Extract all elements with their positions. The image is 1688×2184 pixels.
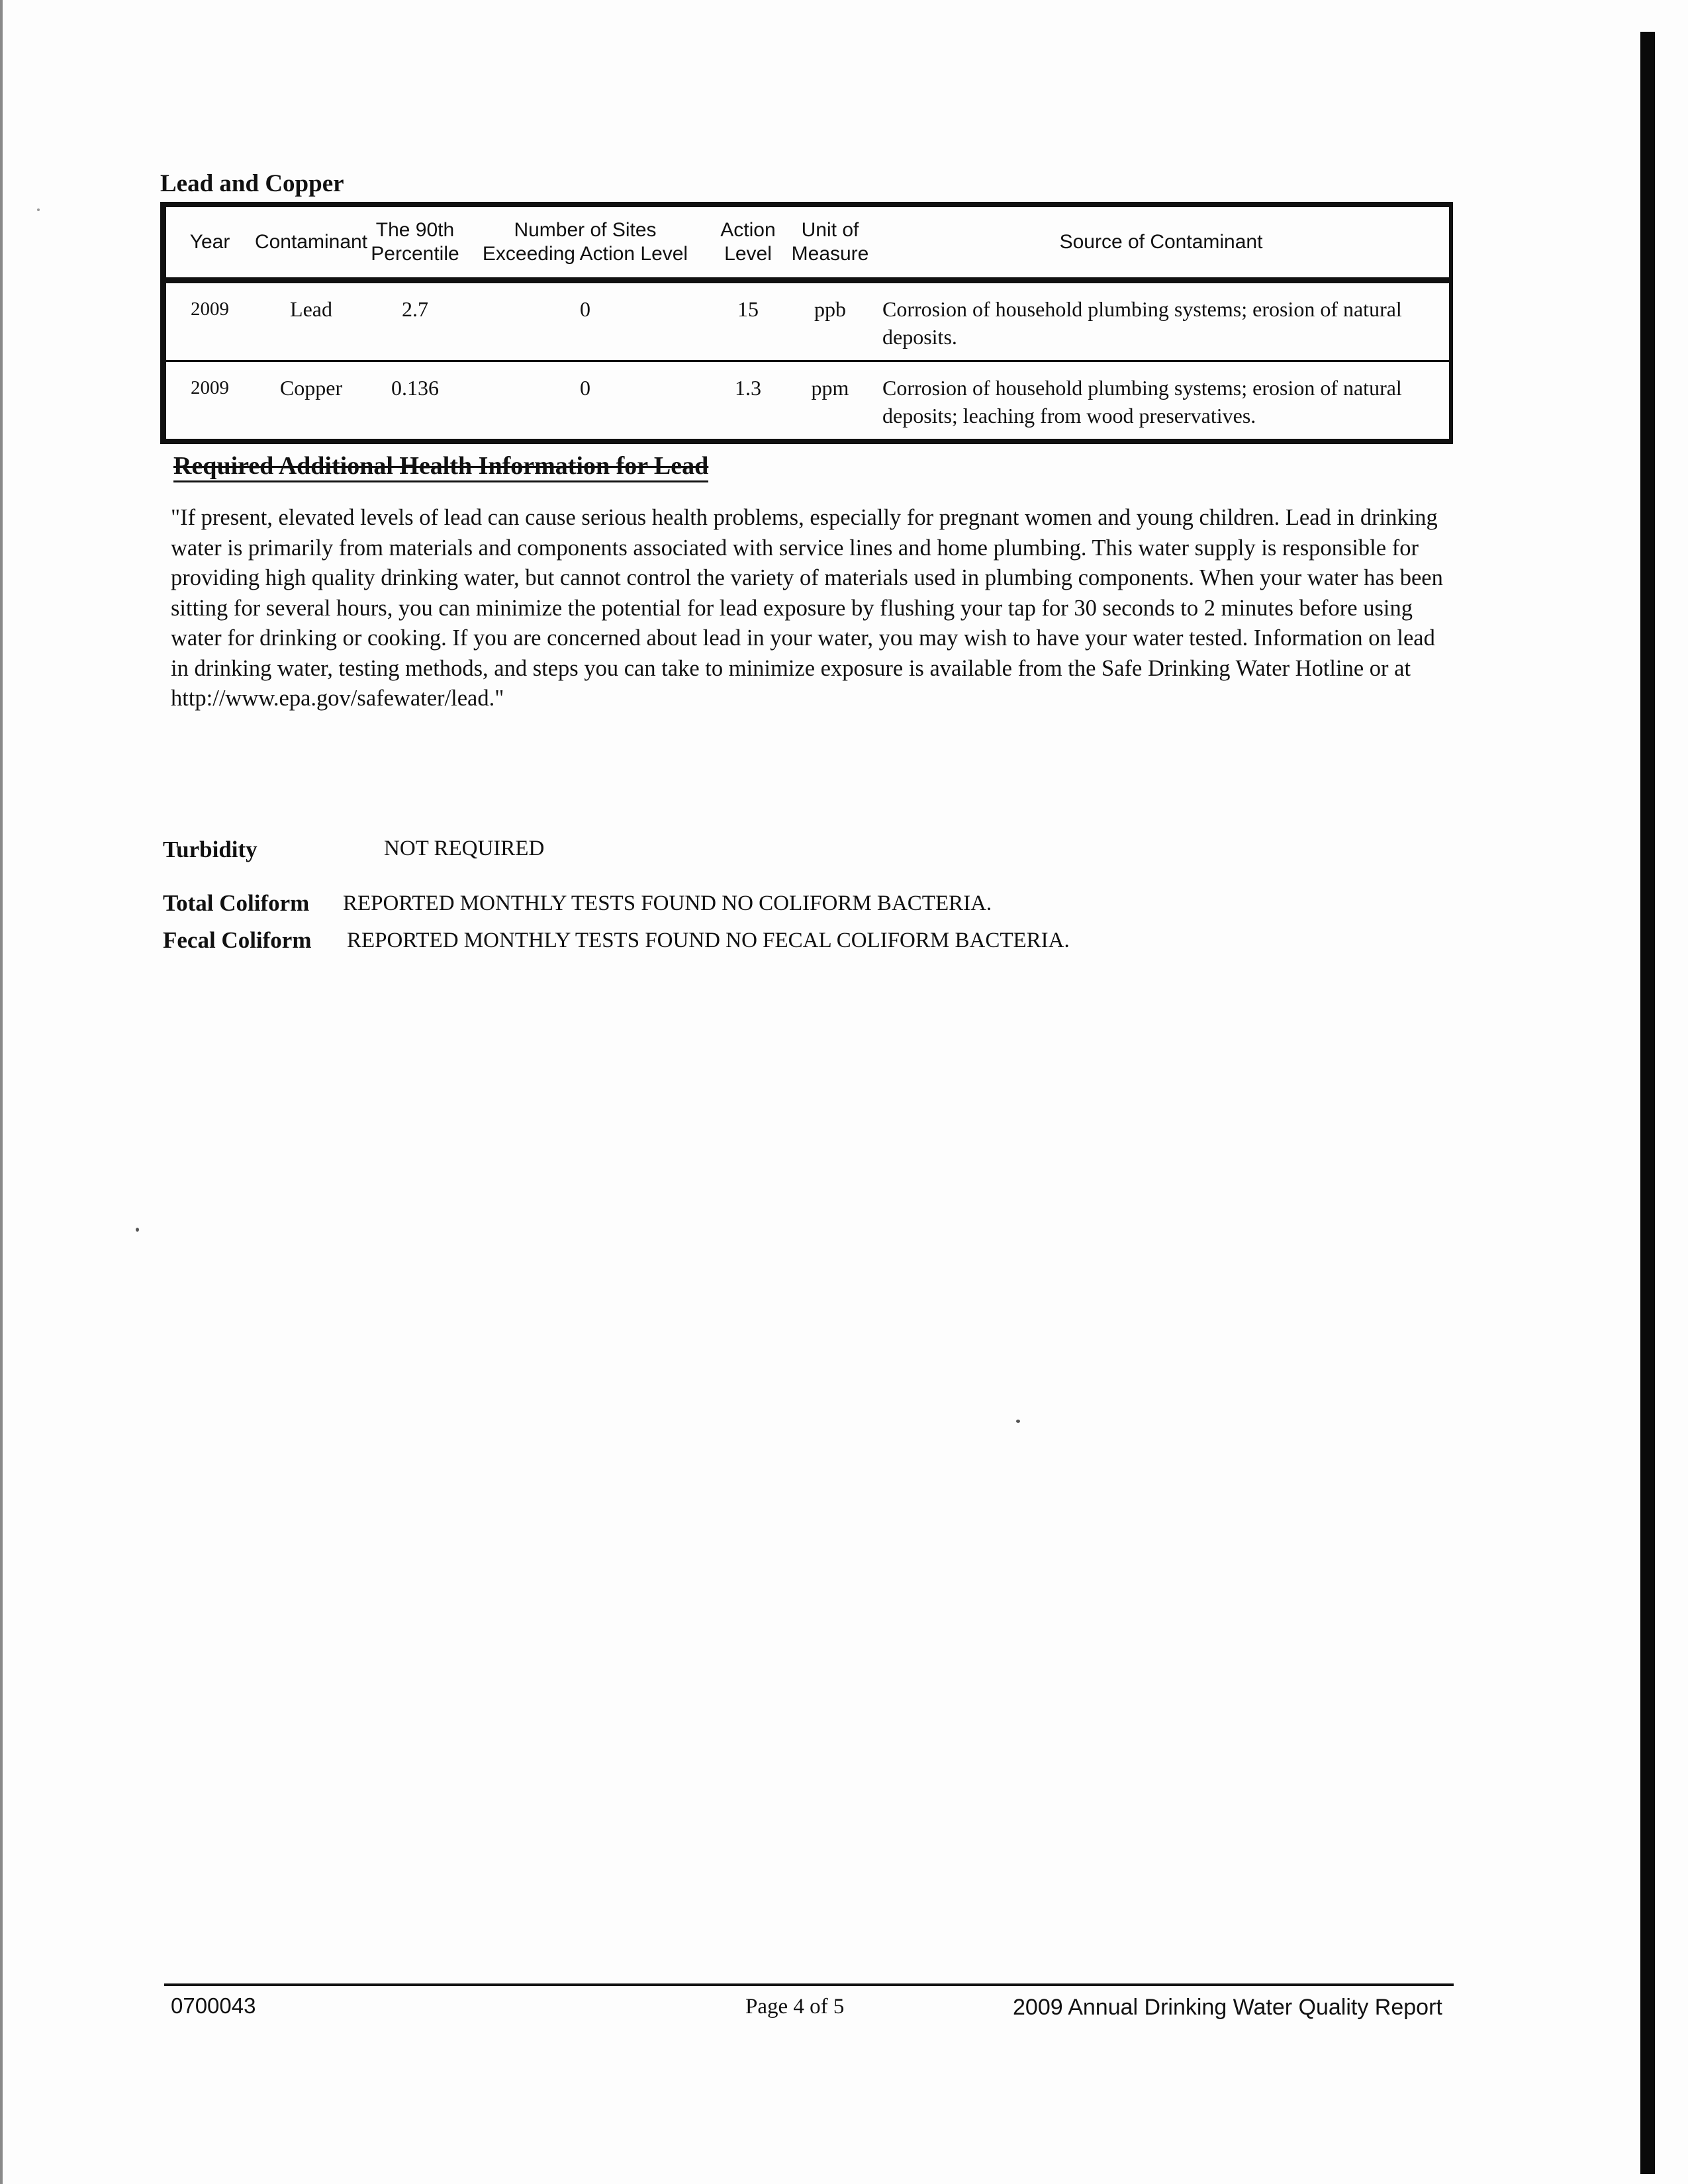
header-90th-line2: Percentile bbox=[371, 243, 459, 265]
lead-copper-title: Lead and Copper bbox=[160, 170, 344, 197]
cell-contaminant: Copper bbox=[279, 376, 343, 400]
header-action-line1: Action bbox=[720, 219, 776, 241]
cell-year: 2009 bbox=[191, 377, 229, 398]
scan-speck bbox=[136, 1228, 139, 1232]
cell-source: Corrosion of household plumbing systems; erosion of natural deposits. bbox=[873, 281, 1451, 361]
cell-90th-percentile: 0.136 bbox=[391, 376, 439, 400]
fecal-coliform-label: Fecal Coliform bbox=[163, 927, 312, 953]
cell-action-level: 15 bbox=[709, 281, 787, 361]
cell-90th-percentile: 2.7 bbox=[369, 281, 461, 361]
header-action-line2: Level bbox=[724, 243, 772, 265]
header-action-level bbox=[709, 205, 787, 281]
header-sites-line2: Exceeding Action Level bbox=[482, 243, 688, 265]
health-info-paragraph: "If present, elevated levels of lead can cause serious health problems, especially for pregnant women and young children. Lead in drinking water is primarily from materials and components associated with service lines and home plumbing. This water supply is responsible for providing high quality drinking water, but cannot control the variety of materials used in plumbing components. When your water has been sitting for several hours, you can minimize the potential for lead exposure by flushing your tap for 30 seconds to 2 minutes before using water for drinking or cooking. If you are concerned about lead in your water, you may wish to have your water tested. Information on lead in drinking water, testing methods, and steps you can take to minimize exposure is available from the Safe Drinking Water Hotline or at http://www.epa.gov/safewater/lead." bbox=[171, 505, 1443, 711]
scan-speck bbox=[1016, 1420, 1020, 1423]
scan-speck bbox=[37, 208, 40, 211]
total-coliform-label: Total Coliform bbox=[163, 890, 310, 916]
cell-unit: ppb bbox=[787, 281, 873, 361]
header-year: Year bbox=[164, 205, 254, 281]
cell-action-level: 1.3 bbox=[735, 376, 761, 400]
header-sites-line1: Number of Sites bbox=[514, 219, 657, 241]
health-info-heading: Required Additional Health Information for Lead bbox=[173, 451, 708, 482]
cell-unit: ppm bbox=[811, 376, 849, 400]
header-unit-of-measure bbox=[787, 205, 873, 281]
cell-source: Corrosion of household plumbing systems; erosion of natural deposits; leaching from wood preservatives. bbox=[882, 376, 1402, 428]
header-90th-percentile bbox=[369, 205, 461, 281]
cell-sites-exceeding: 0 bbox=[461, 281, 709, 361]
cell-sites-exceeding: 0 bbox=[580, 376, 590, 400]
header-source: Source of Contaminant bbox=[873, 205, 1451, 281]
footer-page-number: Page 4 of 5 bbox=[745, 1995, 845, 2019]
table-row bbox=[164, 281, 1452, 361]
scan-right-border-bar bbox=[1640, 32, 1655, 2174]
fecal-coliform-value: REPORTED MONTHLY TESTS FOUND NO FECAL COLIFORM BACTERIA. bbox=[347, 929, 1070, 952]
header-contaminant: Contaminant bbox=[254, 205, 369, 281]
header-sites-exceeding bbox=[461, 205, 709, 281]
footer-system-id: 0700043 bbox=[171, 1993, 256, 2018]
footer-rule bbox=[164, 1983, 1454, 1986]
footer-report-title: 2009 Annual Drinking Water Quality Report bbox=[1013, 1995, 1442, 2020]
header-unit-line1: Unit of bbox=[801, 219, 859, 241]
header-unit-line2: Measure bbox=[791, 243, 869, 265]
lead-copper-table bbox=[160, 202, 1453, 444]
table-header-row bbox=[164, 205, 1452, 281]
turbidity-value: NOT REQUIRED bbox=[384, 837, 545, 860]
header-90th-line1: The 90th bbox=[375, 219, 455, 241]
table-row bbox=[164, 361, 1452, 442]
cell-contaminant: Lead bbox=[254, 281, 369, 361]
total-coliform-value: REPORTED MONTHLY TESTS FOUND NO COLIFORM BACTERIA. bbox=[343, 891, 992, 915]
cell-year: 2009 bbox=[164, 281, 254, 361]
scan-left-edge bbox=[0, 0, 3, 2184]
turbidity-label: Turbidity bbox=[163, 837, 258, 862]
